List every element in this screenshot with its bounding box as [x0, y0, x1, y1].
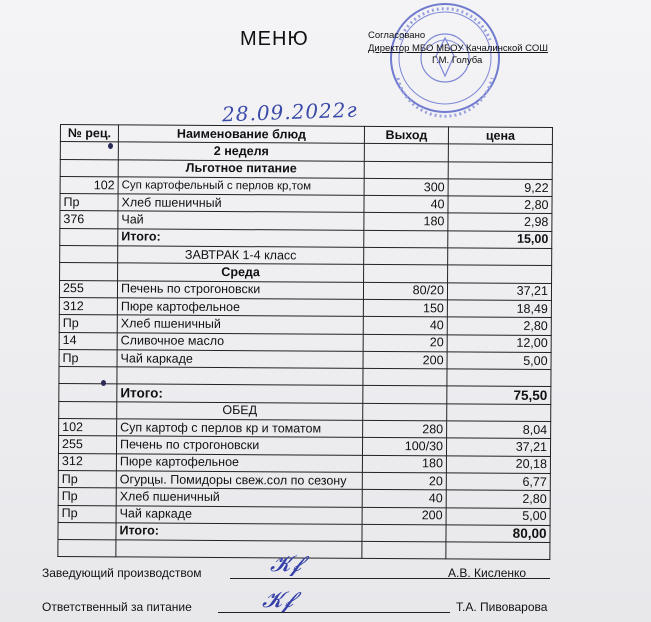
dish-name: Огурцы. Помидоры свеж.сол по сезону: [116, 471, 362, 490]
week-label: 2 неделя: [118, 142, 364, 161]
recipe-number: 312: [58, 453, 116, 471]
dish-price: 37,21: [446, 438, 550, 456]
handwritten-signature: 𝓚𝓯: [262, 588, 294, 613]
pen-mark: [101, 380, 106, 386]
section1-title: Льготное питание: [118, 159, 364, 178]
dish-output: 40: [364, 196, 448, 214]
menu-table: [57, 124, 553, 560]
footer-name-responsible: Т.А. Пивоварова: [456, 600, 548, 614]
dish-name: Хлеб пшеничный: [117, 315, 363, 334]
recipe-number: Пр: [58, 470, 116, 488]
dish-output: 200: [362, 507, 446, 525]
dish-price: 2,80: [446, 490, 550, 508]
recipe-number: 255: [58, 436, 116, 454]
dish-name: Сливочное масло: [117, 332, 363, 351]
approval-signatory: Г.М. Голуба: [432, 55, 483, 66]
column-header-price: цена: [448, 127, 552, 145]
dish-output: 300: [364, 178, 448, 196]
dish-price: 18,49: [447, 300, 551, 318]
total-value: 15,00: [448, 231, 552, 249]
dish-output: 200: [363, 351, 447, 369]
total-value: 80,00: [446, 525, 550, 543]
dish-output: 40: [363, 317, 447, 335]
signature-line: [440, 578, 550, 579]
recipe-number: 102: [59, 419, 117, 437]
dish-price: 9,22: [448, 179, 552, 197]
dish-name: Суп картоф с перлов кр и томатом: [117, 419, 363, 438]
recipe-number: 376: [60, 211, 118, 229]
dish-price: 2,98: [448, 213, 552, 231]
total-value: 75,50: [447, 386, 551, 404]
pen-mark: [108, 143, 113, 149]
signature-line: [230, 578, 440, 579]
dish-name: Чай каркаде: [117, 350, 363, 369]
column-header-recipe: № рец.: [60, 125, 118, 143]
section3-title: ОБЕД: [117, 402, 363, 421]
section2-title: ЗАВТРАК 1-4 класс: [118, 246, 364, 265]
dish-output: 20: [363, 334, 447, 352]
document-title: МЕНЮ: [240, 28, 309, 50]
dish-name: Чай каркаде: [116, 505, 362, 524]
handwritten-signature: 𝓚𝓯: [270, 552, 302, 577]
recipe-number: Пр: [60, 194, 118, 212]
recipe-number: Пр: [59, 315, 117, 333]
dish-name: Хлеб пшеничный: [116, 488, 362, 507]
dish-output: 80/20: [363, 282, 447, 300]
approval-label: Согласовано: [368, 30, 426, 41]
dish-output: 100/30: [362, 438, 446, 456]
total-label: Итого:: [117, 384, 363, 403]
dish-name: Хлеб пшеничный: [118, 194, 364, 213]
footer-name-production-head: А.В. Кисленко: [448, 566, 527, 580]
dish-price: 8,04: [447, 421, 551, 439]
dish-name: Пюре картофельное: [117, 298, 363, 317]
approval-position: Директор МБО МБОУ Качалинской СОШ: [368, 42, 548, 54]
dish-name: Суп картофельный с перлов кр,том: [118, 177, 364, 196]
recipe-number: Пр: [59, 349, 117, 367]
recipe-number: Пр: [58, 488, 116, 506]
dish-price: 20,18: [446, 456, 550, 474]
approval-block: [368, 30, 548, 68]
dish-output: 180: [364, 213, 448, 231]
recipe-number: 14: [59, 332, 117, 350]
footer-label-production-head: Заведующий производством: [42, 566, 202, 580]
recipe-number: 255: [59, 280, 117, 298]
dish-price: 37,21: [447, 283, 551, 301]
dish-name: Чай: [118, 211, 364, 230]
handwritten-date: 28.09.2022г: [221, 97, 359, 127]
signature-line: [218, 612, 450, 613]
recipe-number: Пр: [58, 505, 116, 523]
dish-price: 2,80: [447, 317, 551, 335]
dish-price: 5,00: [446, 507, 550, 525]
day-label: Среда: [118, 263, 364, 282]
recipe-number: 102: [60, 176, 118, 194]
dish-name: Печень по строгоновски: [117, 281, 363, 300]
recipe-number: 312: [59, 297, 117, 315]
column-header-output: Выход: [364, 126, 448, 144]
dish-price: 6,77: [446, 473, 550, 491]
dish-output: 20: [362, 472, 446, 490]
dish-price: 2,80: [448, 196, 552, 214]
total-label: Итого:: [116, 523, 362, 542]
total-label: Итого:: [118, 229, 364, 248]
dish-output: 150: [363, 299, 447, 317]
dish-price: 5,00: [447, 352, 551, 370]
footer-label-responsible: Ответственный за питание: [42, 600, 192, 614]
empty-row: [58, 540, 550, 560]
dish-name: Пюре картофельное: [116, 453, 362, 472]
dish-price: 12,00: [447, 334, 551, 352]
column-header-dish-name: Наименование блюд: [118, 125, 364, 144]
dish-name: Печень по строгоновски: [116, 436, 362, 455]
dish-output: 180: [362, 455, 446, 473]
dish-output: 280: [363, 420, 447, 438]
dish-output: 40: [362, 490, 446, 508]
